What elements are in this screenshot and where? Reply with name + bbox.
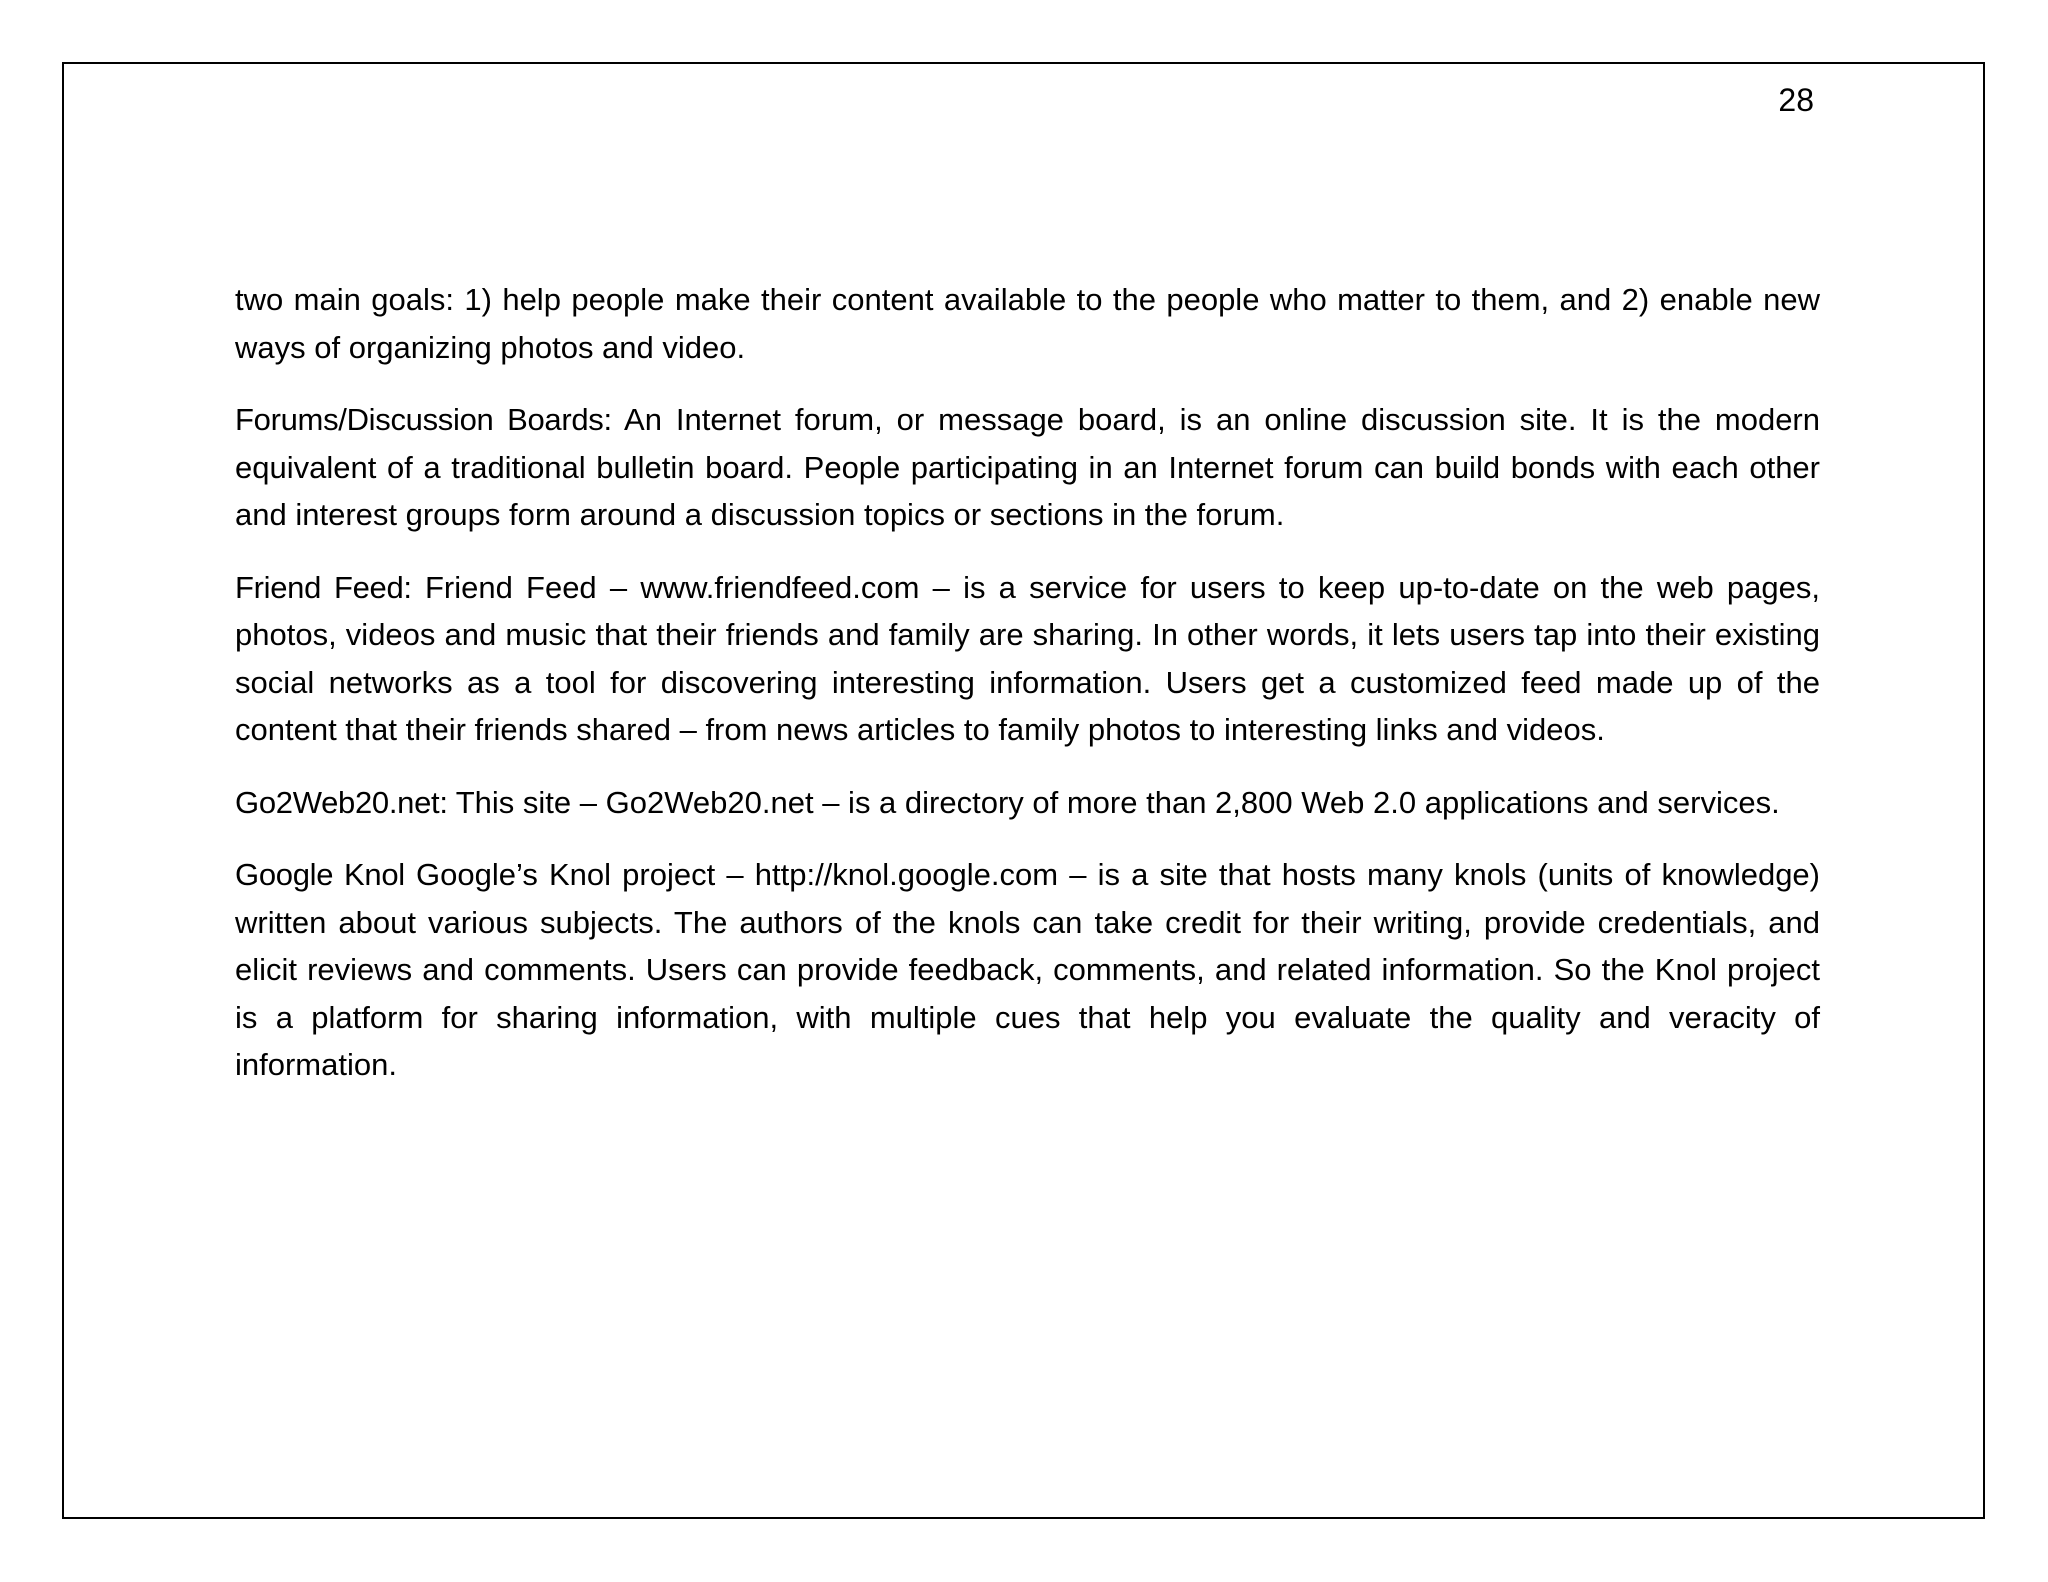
paragraph-term: Go2Web20.net:: [235, 784, 448, 820]
paragraph-google-knol: [235, 851, 1820, 1089]
page-frame: [62, 62, 1985, 1519]
paragraph-text: This site – Go2Web20.net – is a directory of more than 2,800 Web 2.0 applications and services.: [447, 784, 1780, 820]
paragraph-forums: [235, 396, 1820, 539]
paragraph-go2web20: [235, 779, 1820, 827]
paragraph-term: Friend Feed:: [235, 569, 412, 605]
page-body: [235, 276, 1820, 1114]
paragraph-text: Google’s Knol project – http://knol.google.com – is a site that hosts many knols (units of knowledge) written about various subjects. The authors of the knols can take credit for their writing, provide credentials, and elicit reviews and comments. Users can provide feedback, comments, and related information. So the Knol project is a platform for sharing information, with multiple cues that help you evaluate the quality and veracity of information.: [235, 857, 1820, 1082]
paragraph-intro-continuation: [235, 276, 1820, 371]
paragraph-friend-feed: [235, 564, 1820, 754]
paragraph-text: Friend Feed – www.friendfeed.com – is a service for users to keep up-to-date on the web pages, photos, videos and music that their friends and family are sharing. In other words, it lets users tap into their existing social networks as a tool for discovering interesting information. Users get a customized feed made up of the content that their friends shared – from news articles to family photos to interesting links and videos.: [235, 569, 1821, 747]
paragraph-term: Forums/Discussion Boards:: [235, 402, 612, 437]
page-number: 28: [1778, 82, 1814, 118]
paragraph-term: Google Knol: [235, 857, 405, 892]
paragraph-text: An Internet forum, or message board, is an online discussion site. It is the modern equivalent of a traditional bulletin board. People participating in an Internet forum can build bonds with each other and interest groups form around a discussion topics or sections in the forum.: [235, 402, 1820, 532]
paragraph-text: two main goals: 1) help people make their content available to the people who matter to them, and 2) enable new ways of organizing photos and video.: [235, 282, 1820, 365]
